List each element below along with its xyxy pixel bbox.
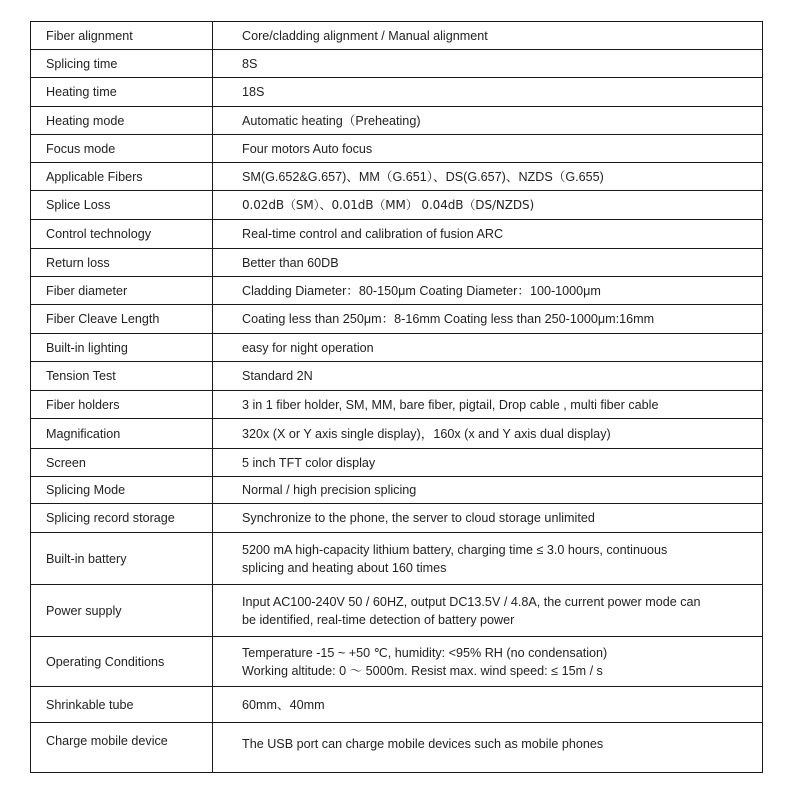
row-label: Focus mode: [31, 135, 213, 163]
value-line: 0.02dB（SM）、0.01dB（MM） 0.04dB（DS/NZDS): [242, 198, 535, 212]
value-line: Real-time control and calibration of fusion ARC: [242, 227, 504, 241]
value-line: splicing and heating about 160 times: [242, 560, 447, 575]
row-value: [213, 191, 763, 220]
value-line: SM(G.652&G.657)、MM（G.651）、DS(G.657)、NZDS（G.655): [242, 169, 604, 184]
row-value: [213, 277, 763, 305]
row-label: Screen: [31, 449, 213, 477]
row-value: [213, 723, 763, 773]
row-value: [213, 135, 763, 163]
table-row-fiber-holders: [31, 391, 763, 419]
value-line: Temperature -15 ~ +50 ℃, humidity: <95% RH (no condensation): [242, 645, 608, 660]
row-value: [213, 637, 763, 687]
row-label: Splicing record storage: [31, 504, 213, 533]
specification-table: [30, 21, 763, 773]
table-row-fiber-alignment: [31, 22, 763, 50]
row-value: [213, 107, 763, 135]
row-label: Return loss: [31, 249, 213, 277]
row-value: [213, 362, 763, 391]
table-row-fiber-diameter: [31, 277, 763, 305]
value-line: 60mm、40mm: [242, 697, 325, 712]
table-row-splicing-mode: [31, 477, 763, 504]
value-line: Input AC100-240V 50 / 60HZ, output DC13.5V / 4.8A, the current power mode can: [242, 594, 701, 609]
row-value: [213, 419, 763, 449]
value-line: Better than 60DB: [242, 255, 339, 270]
value-line: 3 in 1 fiber holder, SM, MM, bare fiber, pigtail, Drop cable , multi fiber cable: [242, 397, 659, 412]
row-label: Built-in lighting: [31, 334, 213, 362]
value-line: 8S: [242, 56, 258, 71]
row-value: [213, 334, 763, 362]
value-line: 5 inch TFT color display: [242, 455, 376, 470]
value-line: be identified, real-time detection of battery power: [242, 612, 515, 627]
table-row-heating-time: [31, 78, 763, 107]
table-row-heating-mode: [31, 107, 763, 135]
table-row-return-loss: [31, 249, 763, 277]
table-row-focus-mode: [31, 135, 763, 163]
row-label: Heating mode: [31, 107, 213, 135]
row-label: Fiber diameter: [31, 277, 213, 305]
row-value: [213, 22, 763, 50]
value-line: 5200 mA high-capacity lithium battery, charging time ≤ 3.0 hours, continuous: [242, 542, 668, 557]
row-value: [213, 249, 763, 277]
value-line: Standard 2N: [242, 369, 313, 383]
row-label: Tension Test: [31, 362, 213, 391]
table-row-built-in-battery: [31, 533, 763, 585]
row-label: Splice Loss: [31, 191, 213, 220]
row-value: [213, 585, 763, 637]
value-line: Cladding Diameter：80-150μm Coating Diameter：100-1000μm: [242, 283, 601, 298]
table-row-applicable-fibers: [31, 163, 763, 191]
table-row-tension-test: [31, 362, 763, 391]
value-line: Working altitude: 0 ～ 5000m. Resist max. wind speed: ≤ 15m / s: [242, 663, 603, 678]
row-label: Built-in battery: [31, 533, 213, 585]
row-value: [213, 78, 763, 107]
row-value: [213, 687, 763, 723]
row-value: [213, 449, 763, 477]
value-line: Synchronize to the phone, the server to cloud storage unlimited: [242, 511, 595, 525]
row-value: [213, 504, 763, 533]
row-value: [213, 220, 763, 249]
row-label: Magnification: [31, 419, 213, 449]
value-line: Automatic heating（Preheating): [242, 113, 421, 128]
row-label: Control technology: [31, 220, 213, 249]
row-label: Power supply: [31, 585, 213, 637]
value-line: 320x (X or Y axis single display)，160x (x and Y axis dual display): [242, 426, 611, 441]
row-label: Shrinkable tube: [31, 687, 213, 723]
value-line: Coating less than 250μm：8-16mm Coating less than 250-1000μm:16mm: [242, 312, 655, 326]
row-value: [213, 391, 763, 419]
row-label: Fiber alignment: [31, 22, 213, 50]
table-row-splice-loss: [31, 191, 763, 220]
table-row-charge-mobile-device: [31, 723, 763, 773]
row-label: Heating time: [31, 78, 213, 107]
table-row-operating-conditions: [31, 637, 763, 687]
table-row-fiber-cleave-length: [31, 305, 763, 334]
row-value: [213, 50, 763, 78]
value-line: 18S: [242, 85, 265, 99]
row-value: [213, 533, 763, 585]
value-line: easy for night operation: [242, 340, 374, 355]
table-row-shrinkable-tube: [31, 687, 763, 723]
value-line: Core/cladding alignment / Manual alignment: [242, 28, 488, 43]
row-value: [213, 163, 763, 191]
row-label: Charge mobile device: [31, 723, 213, 773]
row-label: Fiber Cleave Length: [31, 305, 213, 334]
row-label: Applicable Fibers: [31, 163, 213, 191]
table-row-power-supply: [31, 585, 763, 637]
value-line: The USB port can charge mobile devices such as mobile phones: [242, 737, 604, 751]
row-label: Operating Conditions: [31, 637, 213, 687]
table-row-splicing-record-storage: [31, 504, 763, 533]
value-line: Four motors Auto focus: [242, 141, 373, 156]
table-row-splicing-time: [31, 50, 763, 78]
row-value: [213, 305, 763, 334]
table-row-magnification: [31, 419, 763, 449]
row-value: [213, 477, 763, 504]
value-line: Normal / high precision splicing: [242, 483, 417, 497]
table-row-built-in-lighting: [31, 334, 763, 362]
row-label: Fiber holders: [31, 391, 213, 419]
row-label: Splicing Mode: [31, 477, 213, 504]
table-row-screen: [31, 449, 763, 477]
table-row-control-technology: [31, 220, 763, 249]
row-label: Splicing time: [31, 50, 213, 78]
